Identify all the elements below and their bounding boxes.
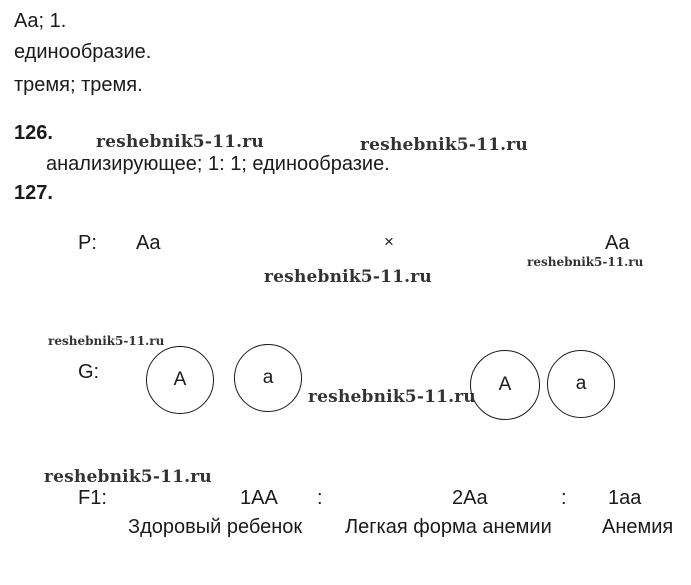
- gamete-allele: A: [173, 369, 187, 390]
- f1-genotype-3: 1aa: [608, 487, 642, 509]
- watermark-text: reshebnik5-11.ru: [96, 132, 264, 152]
- parent-genotype-left: Aa: [136, 232, 161, 254]
- f1-phenotype-2: Легкая форма анемии: [345, 516, 552, 538]
- gamete-allele: a: [262, 367, 274, 388]
- task-127-number: 127.: [14, 182, 53, 204]
- answer-line-1: Aa; 1.: [14, 10, 67, 32]
- watermark-text: reshebnik5-11.ru: [308, 387, 476, 407]
- f1-genotype-2: 2Aa: [452, 487, 488, 509]
- f1-phenotype-3: Анемия: [602, 516, 674, 538]
- parent-genotype-right: Aa: [605, 232, 630, 254]
- cross-symbol: ×: [384, 232, 394, 251]
- watermark-text: reshebnik5-11.ru: [360, 135, 528, 155]
- f1-label: F1:: [78, 487, 107, 509]
- gamete-circle: [234, 344, 302, 412]
- watermark-text: reshebnik5-11.ru: [527, 255, 644, 269]
- task-126-answer: анализирующее; 1: 1; единообразие.: [46, 153, 390, 175]
- watermark-text: reshebnik5-11.ru: [44, 467, 212, 487]
- f1-separator-1: :: [317, 487, 323, 509]
- gamete-circle: [146, 346, 214, 414]
- gamete-allele: a: [575, 373, 587, 394]
- f1-phenotype-1: Здоровый ребенок: [128, 516, 303, 538]
- gamete-circle: [547, 350, 615, 418]
- f1-genotype-1: 1AA: [240, 487, 278, 509]
- gametes-label: G:: [78, 361, 100, 383]
- parents-label: P:: [78, 232, 97, 254]
- f1-separator-2: :: [561, 487, 567, 509]
- task-126-number: 126.: [14, 122, 53, 144]
- watermark-text: reshebnik5-11.ru: [48, 334, 165, 348]
- answer-line-2: единообразие.: [14, 41, 152, 63]
- gamete-circle: [470, 350, 540, 420]
- gamete-allele: A: [498, 374, 512, 395]
- answer-line-3: тремя; тремя.: [14, 74, 143, 96]
- watermark-text: reshebnik5-11.ru: [264, 267, 432, 287]
